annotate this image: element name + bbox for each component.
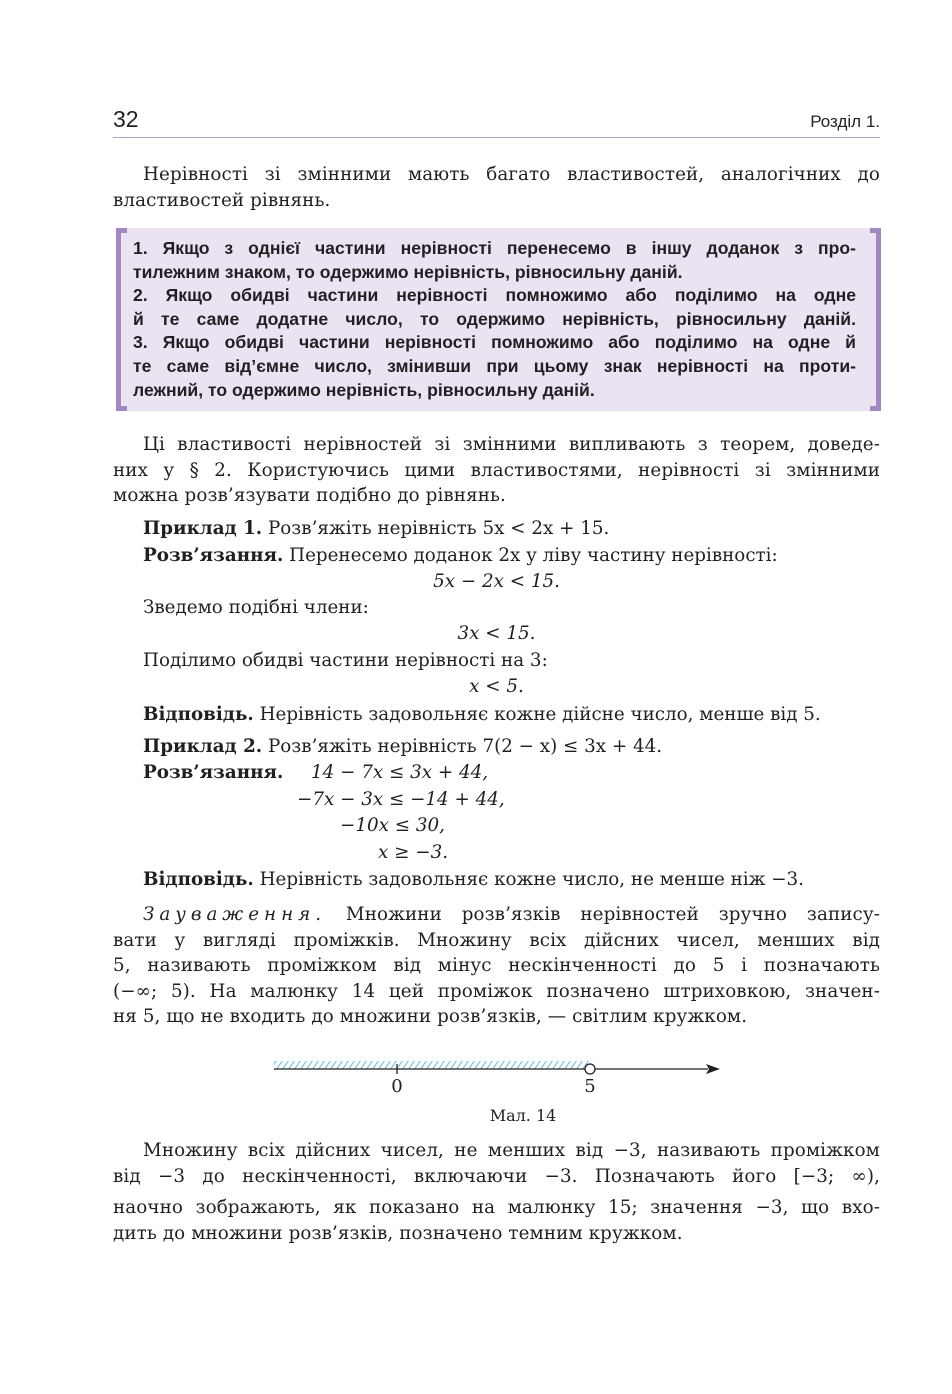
example1-equation-3: x < 5. (469, 676, 524, 697)
example2-step: 14 − 7x ≤ 3x + 44, (311, 762, 489, 783)
intro-line: властивостей рівнянь. (113, 189, 331, 211)
closing-line: дить до множини розв’язків, позначено темним кружком. (113, 1222, 683, 1244)
remark-line: 5, називають проміжком від мінус нескінченності до 5 і позначають (113, 955, 880, 976)
property-line: 2. Якщо обидві частини нерівності помножимо або поділимо на одне (133, 285, 856, 306)
property-line: 1. Якщо з однієї частини нерівності перенесемо в іншу доданок з про- (133, 238, 856, 258)
example2-task-line (143, 736, 662, 757)
remark-line: (−∞; 5). На малюнку 14 цей проміжок позначено штриховкою, значен- (113, 980, 880, 1002)
property-line: тилежним знаком, то одержимо нерівність, рівносильну даній. (133, 261, 683, 282)
example2-answer-text: Нерівність задовольняє кожне число, не менше ніж −3. (259, 869, 804, 890)
tick-label-zero: 0 (391, 1076, 403, 1097)
figure-14-number-line (268, 1055, 728, 1100)
section-label: Розділ 1. (810, 112, 880, 131)
example2-solution-label: Розв’язання. (143, 762, 284, 783)
example1-answer-text: Нерівність задовольняє кожне дійсне число, менше від 5. (259, 704, 821, 725)
example2-task: Розв’яжіть нерівність 7(2 − x) ≤ 3x + 44. (268, 736, 663, 757)
remark-line: вати у вигляді проміжків. Множину всіх дійсних чисел, менших від (113, 929, 880, 951)
example1-task-line (143, 518, 609, 539)
page-number: 32 (113, 106, 139, 132)
paragraph-line: них у § 2. Користуючись цими властивостями, нерівності зі змінними (113, 459, 880, 481)
example2-answer-label: Відповідь. (143, 869, 254, 890)
closing-line: наочно зображають, як показано на малюнку 15; значення −3, що вхо- (113, 1197, 880, 1218)
example2-answer-line (143, 869, 804, 890)
property-line: те саме від’ємне число, змінивши при цьому знак нерівності на проти- (133, 355, 856, 376)
property-line: лежний, то одержимо нерівність, рівносильну даній. (133, 379, 595, 400)
example1-solution-text: Перенесемо доданок 2x у ліву частину нерівності: (289, 545, 778, 566)
example1-equation-1: 5x − 2x < 15. (433, 571, 560, 592)
closing-paragraph (113, 1138, 880, 1246)
intro-paragraph (113, 162, 880, 213)
remark-line: Зауваження. Множини розв’язків нерівностей зручно запису- (143, 904, 880, 925)
closing-line: від −3 до нескінченності, включаючи −3. Позначають його [−3; ∞), (113, 1165, 880, 1187)
paragraph-line: можна розв’язувати подібно до рівнянь. (113, 485, 506, 506)
closing-line: Множину всіх дійсних чисел, не менших від −3, називають проміжком (143, 1140, 880, 1161)
property-line: 3. Якщо обидві частини нерівності помножимо або поділимо на одне й (133, 332, 856, 353)
intro-line: Нерівності зі змінними мають багато властивостей, аналогічних до (143, 164, 880, 185)
example2-label: Приклад 2. (143, 736, 263, 757)
example1-solution-label: Розв’язання. (143, 545, 284, 566)
property-line: й те саме додатне число, то одержимо нерівність, рівносильну даній. (133, 308, 856, 329)
open-circle-five (585, 1064, 595, 1074)
axis-arrow-icon (706, 1064, 720, 1074)
example1-step-3: Поділимо обидві частини нерівності на 3: (143, 650, 548, 671)
figure-caption: Мал. 14 (489, 1106, 557, 1125)
example1-task: Розв’яжіть нерівність 5x < 2x + 15. (268, 518, 610, 539)
example2-step: −7x − 3x ≤ −14 + 44, (297, 789, 505, 810)
properties-text (133, 237, 856, 402)
theorems-paragraph (113, 432, 880, 509)
paragraph-line: Ці властивості нерівностей зі змінними випливають з теорем, доведе- (143, 434, 880, 455)
box-left-bracket (116, 228, 127, 411)
example1-equation-2: 3x < 15. (457, 623, 536, 644)
remark-label: Зауваження. (143, 904, 327, 925)
header-rule (113, 137, 880, 138)
example1-step-2: Зведемо подібні члени: (143, 597, 369, 618)
example2-step: −10x ≤ 30, (340, 815, 445, 836)
example1-label: Приклад 1. (143, 518, 263, 539)
remark-paragraph (113, 902, 880, 1030)
tick-label-five: 5 (584, 1076, 596, 1097)
example2-step: x ≥ −3. (378, 842, 449, 863)
example1-answer-label: Відповідь. (143, 704, 254, 725)
number-line-svg (268, 1055, 728, 1100)
remark-line: ня 5, що не входить до множини розв’язків, — світлим кружком. (113, 1006, 748, 1027)
example1-solution-line (143, 545, 778, 566)
example1-answer-line (143, 704, 821, 725)
properties-box (116, 228, 881, 411)
box-right-bracket (870, 228, 881, 411)
hatched-region (274, 1061, 590, 1069)
